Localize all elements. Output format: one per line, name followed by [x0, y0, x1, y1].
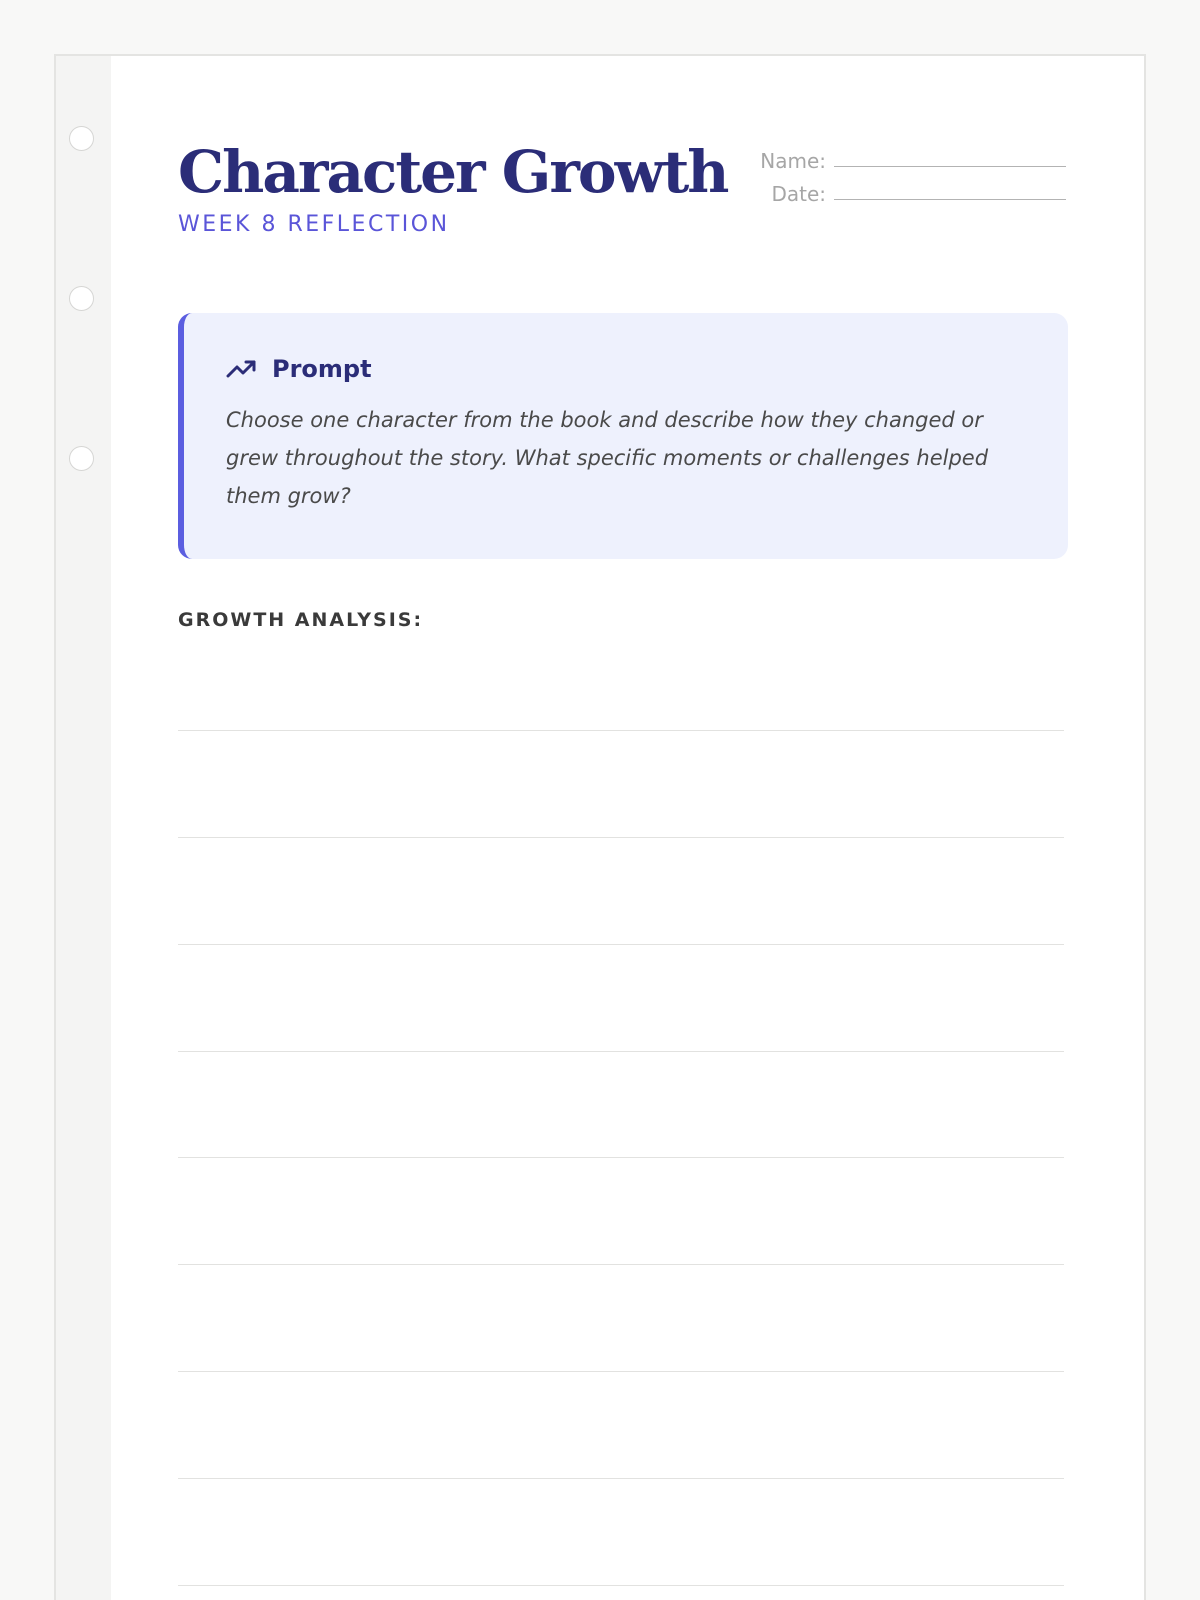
punch-hole: [69, 126, 94, 151]
trending-up-icon: [226, 358, 258, 380]
student-info: [666, 140, 1066, 206]
punch-hole: [69, 286, 94, 311]
writing-line: [178, 1157, 1064, 1158]
page-subtitle: WEEK 8 REFLECTION: [178, 212, 450, 237]
date-label: Date:: [771, 182, 826, 206]
writing-line: [178, 1264, 1064, 1265]
writing-line: [178, 1371, 1064, 1372]
writing-line: [178, 730, 1064, 731]
writing-line: [178, 1478, 1064, 1479]
date-row: [666, 173, 1066, 206]
prompt-header: [226, 355, 372, 383]
name-blank[interactable]: [834, 166, 1066, 167]
name-row: [666, 140, 1066, 173]
writing-line: [178, 944, 1064, 945]
response-label: GROWTH ANALYSIS:: [178, 609, 424, 631]
prompt-title: Prompt: [272, 355, 372, 383]
worksheet-page: [54, 54, 1146, 1600]
name-label: Name:: [760, 149, 826, 173]
writing-line: [178, 1585, 1064, 1586]
binder-margin: [56, 56, 111, 1600]
writing-line: [178, 837, 1064, 838]
date-blank[interactable]: [834, 199, 1066, 200]
page-title: Character Growth: [178, 138, 728, 206]
punch-hole: [69, 446, 94, 471]
prompt-text: Choose one character from the book and describe how they changed or grew throughout the story. What specific moments or challenges helped them grow?: [226, 408, 989, 508]
writing-line: [178, 1051, 1064, 1052]
prompt-box: [178, 313, 1068, 559]
